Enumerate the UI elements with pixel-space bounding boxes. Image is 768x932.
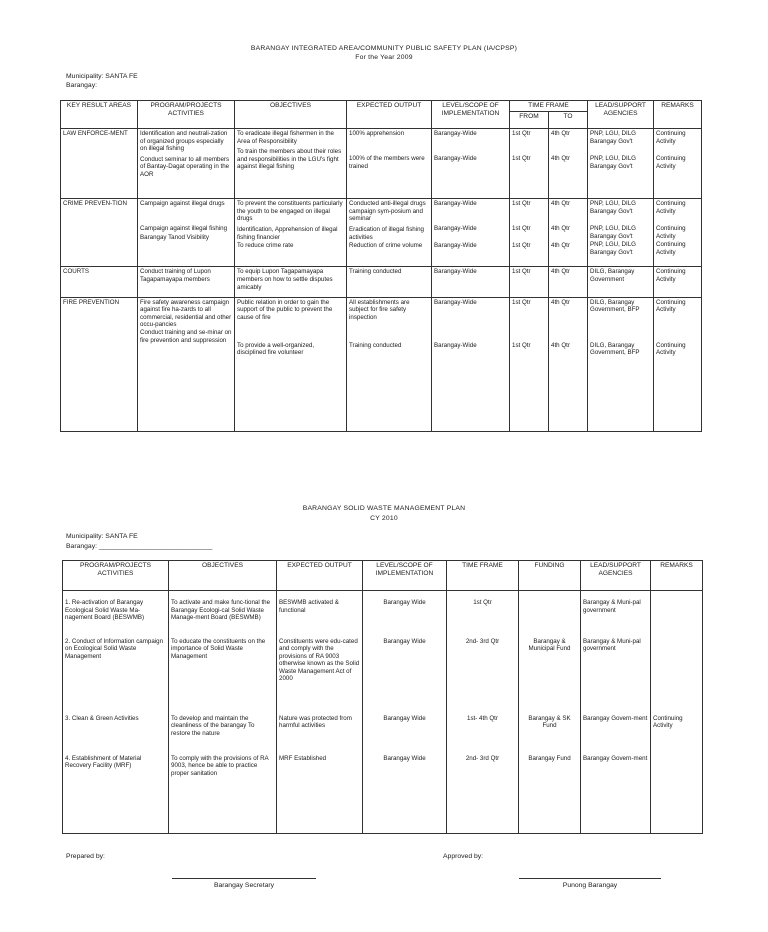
header-timeframe: TIME FRAME xyxy=(447,561,519,591)
kra-cell: CRIME PREVEN-TION xyxy=(61,199,138,267)
to-cell: 4th Qtr xyxy=(549,267,588,297)
header-output: EXPECTED OUTPUT xyxy=(347,101,432,129)
funding-cell: Barangay Fund xyxy=(519,754,581,834)
remarks-cell: Continuing Activity xyxy=(656,225,686,240)
output-cell: BESWMB activated & functional xyxy=(277,591,363,637)
objective-cell: To develop and maintain the cleanliness of the barangay To restore the nature xyxy=(169,714,277,754)
to-cell: 4th Qtr xyxy=(551,225,570,233)
lead-cell: Barangay & Muni-pal government xyxy=(581,591,651,637)
plan1-table xyxy=(60,100,702,432)
header-level: LEVEL/SCOPE OF IMPLEMENTATION xyxy=(363,561,447,591)
header-to: TO xyxy=(549,112,588,129)
plan1-title: BARANGAY INTEGRATED AREA/COMMUNITY PUBLIC SAFETY PLAN (IA/CPSP) xyxy=(250,45,518,52)
lead-cell: PNP, LGU, DILG Barangay Gov't xyxy=(590,241,636,256)
lead-cell: Barangay & Muni-pal government xyxy=(581,637,651,714)
objective-cell: To reduce crime rate xyxy=(237,242,294,250)
header-programs: PROGRAM/PROJECTS ACTIVITIES xyxy=(63,561,169,591)
lead-cell: Barangay Govern-ment xyxy=(581,714,651,754)
table-row xyxy=(63,637,703,714)
secretary-label: Barangay Secretary xyxy=(213,882,275,889)
level-cell: Barangay-Wide xyxy=(434,242,477,250)
level-cell: Barangay-Wide xyxy=(434,298,477,306)
lead-cell: DILG, Barangay Government xyxy=(588,267,654,297)
funding-cell xyxy=(519,591,581,637)
output-cell: 100% of the members were trained xyxy=(349,155,425,170)
table-row xyxy=(61,267,702,297)
lead-cell: PNP, LGU, DILG Barangay Gov't xyxy=(590,155,636,170)
header-output: EXPECTED OUTPUT xyxy=(277,561,363,591)
program-cell: Conduct seminar to all members of Bantay-Dagat operating in the AOR xyxy=(140,155,230,178)
program-cell: 3. Clean & Green Activities xyxy=(63,714,169,754)
output-cell: Constituents were edu-cated and comply with the provisions of RA 9003 otherwise known as the Solid Waste Management Act of 2000 xyxy=(277,637,363,714)
header-from: FROM xyxy=(510,112,549,129)
objective-cell: To activate and make func-tional the Barangay Ecologi-cal Solid Waste Manage-ment Board (BESWMB) xyxy=(169,591,277,637)
timeframe-cell: 2nd- 3rd Qtr xyxy=(447,754,519,834)
remarks-cell: Continuing Activity xyxy=(656,155,686,170)
remarks-cell xyxy=(651,754,703,834)
punong-signature-line xyxy=(519,878,661,879)
plan1-subtitle: For the Year 2009 xyxy=(355,54,413,61)
funding-cell: Barangay & SK Fund xyxy=(519,714,581,754)
output-cell: Eradication of illegal fishing activities xyxy=(349,226,424,241)
output-cell: All establishments are subject for fire safety inspection xyxy=(349,298,410,321)
output-cell: MRF Established xyxy=(277,754,363,834)
plan2-table xyxy=(62,560,703,834)
level-cell: Barangay-Wide xyxy=(434,341,477,349)
from-cell: 1st Qtr xyxy=(512,341,531,349)
plan1-municipality: Municipality: SANTA FE xyxy=(66,73,138,80)
level-cell: Barangay-Wide xyxy=(434,225,477,233)
level-cell: Barangay-Wide xyxy=(434,200,477,208)
to-cell: 4th Qtr xyxy=(551,200,570,208)
lead-cell: PNP, LGU, DILG Barangay Gov't xyxy=(590,200,636,215)
output-cell: Training conducted xyxy=(347,267,432,297)
from-cell: 1st Qtr xyxy=(512,298,531,306)
output-cell: Nature was protected from harmful activities xyxy=(277,714,363,754)
timeframe-cell: 2nd- 3rd Qtr xyxy=(447,637,519,714)
program-cell: 2. Conduct of Information campaign on Ecological Solid Waste Management xyxy=(63,637,169,714)
table-row xyxy=(63,591,703,637)
lead-cell: DILG, Barangay Government, BFP xyxy=(590,298,640,314)
objective-cell: To equip Lupon Tagapamayapa members on how to settle disputes amicably xyxy=(235,267,347,297)
objective-cell: To educate the constituents on the importance of Solid Waste Management xyxy=(169,637,277,714)
to-cell: 4th Qtr xyxy=(551,298,570,306)
from-cell: 1st Qtr xyxy=(512,225,531,233)
objective-cell: To eradicate illegal fishermen in the Area of Responsibility xyxy=(237,130,334,145)
header-timeframe: TIME FRAME xyxy=(510,101,588,112)
program-cell: Conduct training of Lupon Tagapamayapa members xyxy=(138,267,235,297)
header-kra: KEY RESULT AREAS xyxy=(61,101,138,129)
level-cell: Barangay-Wide xyxy=(432,267,510,297)
funding-cell: Barangay & Municipal Fund xyxy=(519,637,581,714)
program-cell: 4. Establishment of Material Recovery Facility (MRF) xyxy=(63,754,169,834)
remarks-cell: Continuing Activity xyxy=(656,241,686,256)
from-cell: 1st Qtr xyxy=(512,155,531,162)
kra-cell: COURTS xyxy=(61,267,138,297)
remarks-cell: Continuing Activity xyxy=(656,130,686,145)
header-remarks: REMARKS xyxy=(651,561,703,591)
level-cell: Barangay-Wide xyxy=(434,155,477,162)
punong-label: Punong Barangay xyxy=(562,882,618,889)
secretary-signature-line xyxy=(172,878,316,879)
plan1-barangay: Barangay: xyxy=(66,82,97,89)
lead-cell: DILG, Barangay Government, BFP xyxy=(590,341,640,357)
header-objectives: OBJECTIVES xyxy=(169,561,277,591)
output-cell: Conducted anti-illegal drugs campaign sym-posium and seminar xyxy=(349,200,426,223)
plan2-subtitle: CY 2010 xyxy=(370,515,398,522)
output-cell: 100% apprehension xyxy=(349,130,405,137)
objective-cell: To comply with the provisions of RA 9003, hence be able to practice proper sanitation xyxy=(169,754,277,834)
header-level: LEVEL/SCOPE OF IMPLEMENTATION xyxy=(432,101,510,129)
remarks-cell: Continuing Activity xyxy=(654,267,702,297)
objective-cell: To train the members about their roles and responsibilities in the LGU's fight against illegal fishing xyxy=(237,148,342,171)
program-cell: Fire safety awareness campaign against fire ha-zards to all commercial, residential and other occu-pancies xyxy=(140,298,232,329)
program-cell: Campaign against illegal fishing xyxy=(140,225,228,233)
timeframe-cell: 1st Qtr xyxy=(447,591,519,637)
objective-cell: To prevent the constituents particularly the youth to be engaged on illegal drugs xyxy=(237,200,343,223)
remarks-cell: Continuing Activity xyxy=(656,341,686,357)
table-row xyxy=(63,754,703,834)
lead-cell: PNP, LGU, DILG Barangay Gov't xyxy=(590,225,636,240)
level-cell: Barangay Wide xyxy=(363,714,447,754)
table-row xyxy=(61,129,702,199)
header-objectives: OBJECTIVES xyxy=(235,101,347,129)
kra-cell: LAW ENFORCE-MENT xyxy=(61,129,138,199)
remarks-cell xyxy=(651,637,703,714)
to-cell: 4th Qtr xyxy=(551,155,570,162)
table-row xyxy=(61,199,702,267)
table-row xyxy=(61,297,702,431)
header-programs: PROGRAM/PROJECTS ACTIVITIES xyxy=(138,101,235,129)
program-cell: Barangay Tanod Visibility xyxy=(140,233,209,241)
level-cell: Barangay Wide xyxy=(363,591,447,637)
from-cell: 1st Qtr xyxy=(512,130,531,137)
timeframe-cell: 1st- 4th Qtr xyxy=(447,714,519,754)
program-cell: Conduct training and se-minar on fire prevention and suppression xyxy=(140,328,232,344)
level-cell: Barangay-Wide xyxy=(434,130,477,137)
header-lead: LEAD/SUPPORT AGENCIES xyxy=(581,561,651,591)
header-remarks: REMARKS xyxy=(654,101,702,129)
level-cell: Barangay Wide xyxy=(363,754,447,834)
output-cell: Training conducted xyxy=(349,341,402,349)
remarks-cell: Continuing Activity xyxy=(651,714,703,754)
plan2-municipality: Municipality: SANTA FE xyxy=(66,533,138,540)
program-cell: Campaign against illegal drugs xyxy=(140,200,225,208)
kra-cell: FIRE PREVENTION xyxy=(61,297,138,431)
from-cell: 1st Qtr xyxy=(510,267,549,297)
program-cell: Identification and neutrali-zation of organized groups especially on illegal fishing xyxy=(140,130,228,153)
objective-cell: Identification, Apprehension of illegal fishing financier xyxy=(237,226,338,241)
from-cell: 1st Qtr xyxy=(512,200,531,208)
remarks-cell: Continuing Activity xyxy=(656,298,686,314)
remarks-cell: Continuing Activity xyxy=(656,200,686,215)
objective-cell: To provide a well-organized, disciplined fire volunteer xyxy=(237,341,315,357)
remarks-cell xyxy=(651,591,703,637)
to-cell: 4th Qtr xyxy=(551,242,570,250)
header-lead: LEAD/SUPPORT AGENCIES xyxy=(588,101,654,129)
plan2-barangay: Barangay: ______________________________ xyxy=(66,543,213,550)
plan2-title: BARANGAY SOLID WASTE MANAGEMENT PLAN xyxy=(302,505,466,512)
prepared-by-label: Prepared by: xyxy=(66,853,105,860)
lead-cell: Barangay Govern-ment xyxy=(581,754,651,834)
approved-by-label: Approved by: xyxy=(443,853,484,860)
level-cell: Barangay Wide xyxy=(363,637,447,714)
output-cell: Reduction of crime volume xyxy=(349,242,423,250)
to-cell: 4th Qtr xyxy=(551,130,570,137)
program-cell: 1. Re-activation of Barangay Ecological Solid Waste Ma-nagement Board (BESWMB) xyxy=(63,591,169,637)
header-funding: FUNDING xyxy=(519,561,581,591)
from-cell: 1st Qtr xyxy=(512,242,531,250)
lead-cell: PNP, LGU, DILG Barangay Gov't xyxy=(590,130,636,145)
objective-cell: Public relation in order to gain the support of the public to prevent the cause of fire xyxy=(237,298,333,321)
to-cell: 4th Qtr xyxy=(551,341,570,349)
table-row xyxy=(63,714,703,754)
